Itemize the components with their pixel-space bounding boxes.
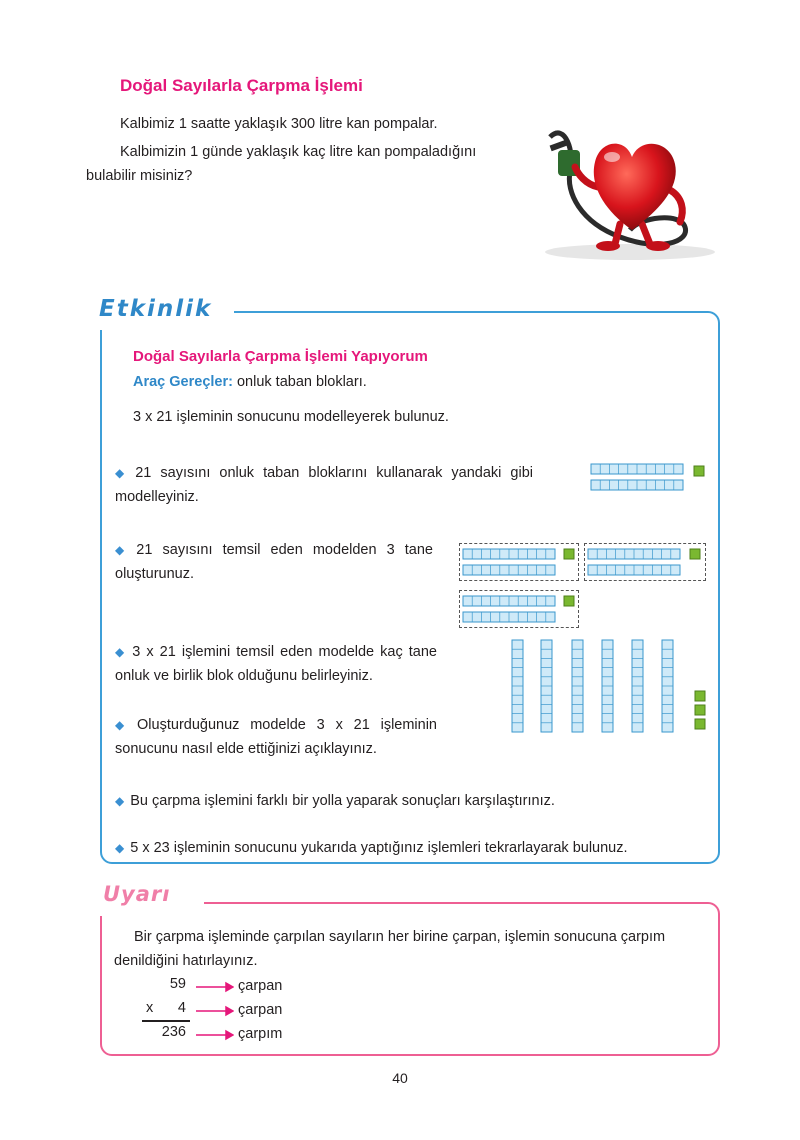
arrow-right-icon <box>226 983 233 991</box>
bullet-item: ◆ Bu çarpma işlemini farklı bir yolla yaparak sonuçları karşılaştırınız. <box>115 793 555 809</box>
times-sign: x <box>146 1000 154 1016</box>
page-number: 40 <box>392 1070 408 1086</box>
diamond-bullet-icon: ◆ <box>115 718 132 732</box>
model-group-box <box>584 543 706 581</box>
bullet-item: ◆ 21 sayısını onluk taban bloklarını kullanarak yandaki gibi modelleyiniz. <box>115 465 533 505</box>
term-label: çarpan <box>238 1002 283 1018</box>
model-group-box <box>459 590 579 628</box>
arrow-right-icon <box>226 1031 233 1039</box>
tools-value: onluk taban blokları. <box>236 374 367 390</box>
term-label: çarpım <box>238 1026 283 1042</box>
uyari-text: Bir çarpma işleminde çarpılan sayıların her birine çarpan, işlemin sonucuna çarpım denildiğini hatırlayınız. <box>114 929 666 969</box>
diamond-bullet-icon: ◆ <box>115 466 130 480</box>
tools-line <box>133 374 367 390</box>
section-title: Doğal Sayılarla Çarpma İşlemi <box>120 76 363 95</box>
product: 236 <box>161 1024 186 1040</box>
tools-label: Araç Gereçler: <box>133 374 233 390</box>
intro-paragraph-1: Kalbimiz 1 saatte yaklaşık 300 litre kan pompalar. <box>120 116 438 132</box>
activity-title: Doğal Sayılarla Çarpma İşlemi Yapıyorum <box>133 348 428 365</box>
task-statement: 3 x 21 işleminin sonucunu modelleyerek bulunuz. <box>133 409 449 425</box>
uyari-label: Uyarı <box>103 882 171 906</box>
diamond-bullet-icon: ◆ <box>115 841 125 855</box>
result-rule <box>142 1020 190 1022</box>
multiplicand: 59 <box>169 976 186 992</box>
bullet-item: ◆ Oluşturduğunuz modelde 3 x 21 işleminin sonucunu nasıl elde ettiğinizi açıklayınız. <box>115 717 437 757</box>
diamond-bullet-icon: ◆ <box>115 794 125 808</box>
diamond-bullet-icon: ◆ <box>115 645 127 659</box>
arrows-group <box>194 978 234 1048</box>
term-label: çarpan <box>238 978 283 994</box>
bullet-item: ◆ 5 x 23 işleminin sonucunu yukarıda yaptığınız işlemleri tekrarlayarak bulunuz. <box>115 840 628 856</box>
etkinlik-label: Etkinlik <box>99 296 213 322</box>
bullet-item: ◆ 3 x 21 işlemini temsil eden modelde kaç tane onluk ve birlik blok olduğunu belirleyiniz. <box>115 644 438 684</box>
intro-paragraph-2: Kalbimizin 1 günde yaklaşık kaç litre kan pompaladığını bulabilir misiniz? <box>86 144 477 184</box>
arrow-right-icon <box>226 1007 233 1015</box>
model-group-box <box>459 543 579 581</box>
heart-pump-illustration <box>520 112 720 262</box>
bullet-item: ◆ 21 sayısını temsil eden modelden 3 tane oluşturunuz. <box>115 542 434 582</box>
etkinlik-box <box>100 311 720 864</box>
diamond-bullet-icon: ◆ <box>115 543 131 557</box>
multiplier: 4 <box>177 1000 186 1016</box>
